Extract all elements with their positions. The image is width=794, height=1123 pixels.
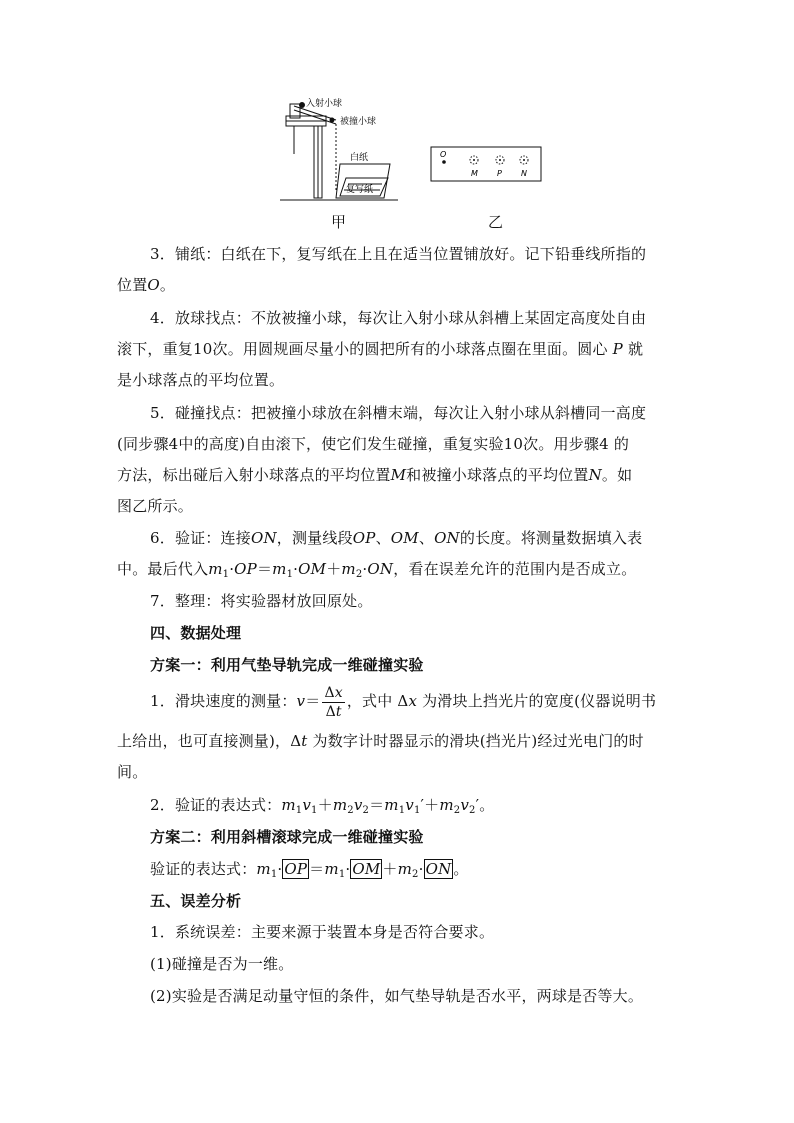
plan-1-heading: 方案一：利用气垫导轨完成一维碰撞实验	[150, 656, 424, 674]
target-ball-label: 被撞小球	[340, 117, 377, 127]
white-paper-label: 白纸	[350, 153, 369, 163]
point-n-label: N	[521, 169, 527, 178]
landing-points-figure	[430, 146, 542, 182]
step-5-line-3: 方法，标出碰后入射小球落点的平均位置M和被撞小球落点的平均位置N。如	[117, 466, 633, 484]
apparatus-figure	[280, 94, 400, 206]
figure-a-caption: 甲	[331, 213, 347, 231]
plan-2-heading: 方案二：利用斜槽滚球完成一维碰撞实验	[150, 828, 424, 846]
plan-1-equation: $m_1v_1+m_2v_2=m_1v_1'+m_2v_2'$	[281, 796, 480, 816]
carbon-paper-label: 复写纸	[346, 185, 374, 195]
step-5-line-1: 5．碰撞找点：把被撞小球放在斜槽末端，每次让入射小球从斜槽同一高度	[150, 404, 647, 422]
point-p-label: P	[497, 169, 502, 178]
velocity-measure-line-1: 1．滑块速度的测量：v＝ $\frac{\Delta x}{\Delta t}$ ，式中 Δx 为滑块上挡光片的宽度(仪器说明书	[150, 684, 657, 720]
section-5-heading: 五、误差分析	[150, 892, 242, 910]
step-7: 7．整理：将实验器材放回原处。	[150, 592, 373, 610]
velocity-measure-line-3: 间。	[117, 763, 148, 781]
plan-2-expression: 验证的表达式：$m_1\cdot$ OP $=m_1\cdot$ OM $+m_2\cdot$ ON 。	[150, 860, 469, 880]
step-3-line-2: 位置O。	[117, 276, 176, 294]
point-o-label: O	[440, 150, 447, 159]
step-5-line-2: (同步骤4中的高度)自由滚下，使它们发生碰撞，重复实验10次。用步骤4 的	[117, 435, 630, 453]
plan-1-expression: 2．验证的表达式：$m_1v_1+m_2v_2=m_1v_1'+m_2v_2'$。	[150, 796, 495, 816]
step-4-line-3: 是小球落点的平均位置。	[117, 371, 285, 389]
incident-ball-label: 入射小球	[306, 99, 343, 109]
plan-2-equation: $m_1\cdot$ OP $=m_1\cdot$ OM $+m_2\cdot$ ON	[256, 860, 452, 880]
step-4-line-2: 滚下，重复10次。用圆规画尽量小的圆把所有的小球落点圈在里面。圆心 P 就	[117, 340, 644, 358]
section-4-heading: 四、数据处理	[150, 624, 242, 642]
step-6-line-2: 中。最后代入$m_1\cdot OP=m_1\cdot OM+m_2\cdot ON$，看在误差允许的范围内是否成立。	[117, 560, 637, 580]
error-analysis-line-1: 1．系统误差：主要来源于装置本身是否符合要求。	[150, 923, 495, 941]
step-6-line-1: 6．验证：连接ON，测量线段OP、OM、ON的长度。将测量数据填入表	[150, 529, 643, 547]
point-m-label: M	[471, 169, 478, 178]
step-3-line-1: 3．铺纸：白纸在下，复写纸在上且在适当位置铺放好。记下铅垂线所指的	[150, 245, 647, 263]
error-analysis-line-2: (1)碰撞是否为一维。	[150, 955, 294, 973]
velocity-measure-line-2: 上给出，也可直接测量)，Δt 为数字计时器显示的滑块(挡光片)经过光电门的时	[117, 732, 644, 750]
momentum-equation: $m_1\cdot OP=m_1\cdot OM+m_2\cdot ON$	[208, 560, 394, 580]
step-4-line-1: 4．放球找点：不放被撞小球，每次让入射小球从斜槽上某固定高度处自由	[150, 309, 647, 327]
velocity-fraction: $\frac{\Delta x}{\Delta t}$	[324, 684, 343, 720]
step-5-line-4: 图乙所示。	[117, 497, 194, 515]
error-analysis-line-3: (2)实验是否满足动量守恒的条件，如气垫导轨是否水平，两球是否等大。	[150, 987, 644, 1005]
figure-b-caption: 乙	[488, 213, 504, 231]
